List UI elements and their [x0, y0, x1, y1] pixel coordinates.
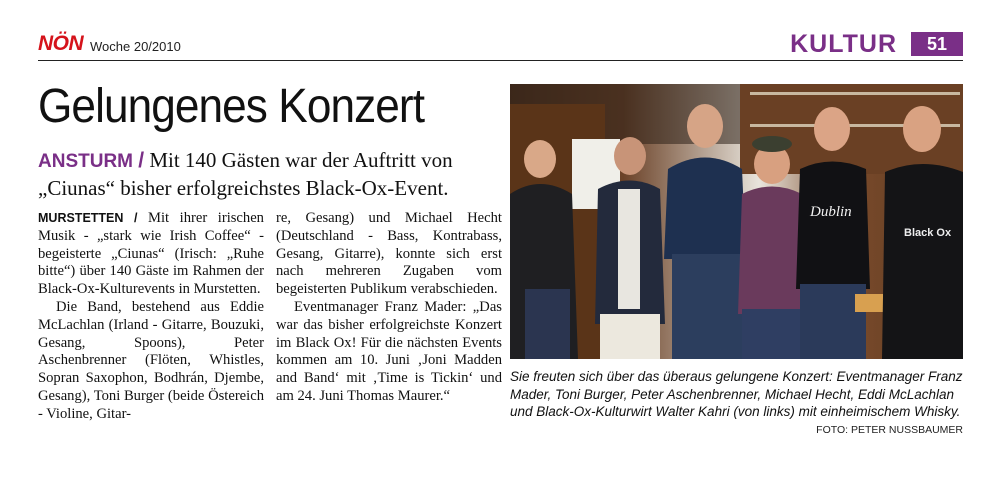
- paragraph: [38, 210, 264, 299]
- paragraph: re, Gesang) und Michael Hecht (Deutschland - Bass, Kontrabass, Gesang, Gitarre), konnte sich erst nach mehreren Zugaben vom begeisterten Publikum verabschieden.: [276, 210, 502, 298]
- paragraph: Die Band, bestehend aus Eddie McLachlan (Irland - Gitarre, Bouzuki, Gesang, Spoons), Peter Aschenbrenner (Flöten, Whistles, Sopran Saxophon, Bodhrán, Djembe, Gesang), Toni Burger (beide Östereich - Violine, Gitar-: [38, 298, 264, 422]
- kicker-slash: /: [138, 149, 145, 172]
- article-column-2: [276, 210, 502, 406]
- issue-week: Woche 20/2010: [90, 39, 181, 54]
- band-photo-illustration: [510, 84, 963, 359]
- photo-credit: FOTO: PETER NUSSBAUMER: [816, 424, 963, 436]
- page-number: 51: [926, 34, 948, 54]
- band-photo: [510, 84, 963, 359]
- article-column-1: [38, 210, 264, 424]
- shirt-print-black-ox: Black Ox: [904, 227, 952, 239]
- shirt-print-dublin: Dublin: [810, 204, 852, 220]
- article-headline: Gelungenes Konzert: [38, 80, 425, 133]
- paragraph-text: Mit ihrer irischen Musik - „stark wie Irish Coffee“ - begeisterte „Ciunas“ (Irisch: „Ruhe bitte“) über 140 Gäste im Rahmen der Black-Ox-Kulturevents in Murstetten.: [38, 210, 264, 298]
- kicker: ANSTURM: [38, 151, 133, 172]
- dateline: MURSTETTEN: [38, 211, 124, 225]
- subheadline-text: Mit 140 Gästen war der Auftritt von „Ciunas“ bisher erfolgreichstes Black-Ox-Event.: [38, 148, 453, 200]
- page-number-box: [911, 32, 963, 56]
- section-title: KULTUR: [790, 30, 897, 58]
- article-subheadline: [38, 147, 508, 201]
- paragraph: Eventmanager Franz Mader: „Das war das bisher erfolgreichste Konzert im Black Ox! Für die nächsten Events kommen am 10. Juni ‚Joni Madden and Band‘ mit ‚Time is Tickin‘ und am 24. Juni Thomas Maurer.“: [276, 298, 502, 404]
- newspaper-logo: NÖN: [38, 32, 84, 55]
- page-header: [38, 32, 963, 61]
- photo-caption: Sie freuten sich über das überaus gelungene Konzert: Eventmanager Franz Mader, Toni Burger, Peter Aschenbrenner, Michael Hecht, Eddi McLachlan und Black-Ox-Kulturwirt Walter Kahri (von links) mit einheimischem Whisky.: [510, 369, 963, 419]
- dateline-slash: /: [133, 211, 138, 225]
